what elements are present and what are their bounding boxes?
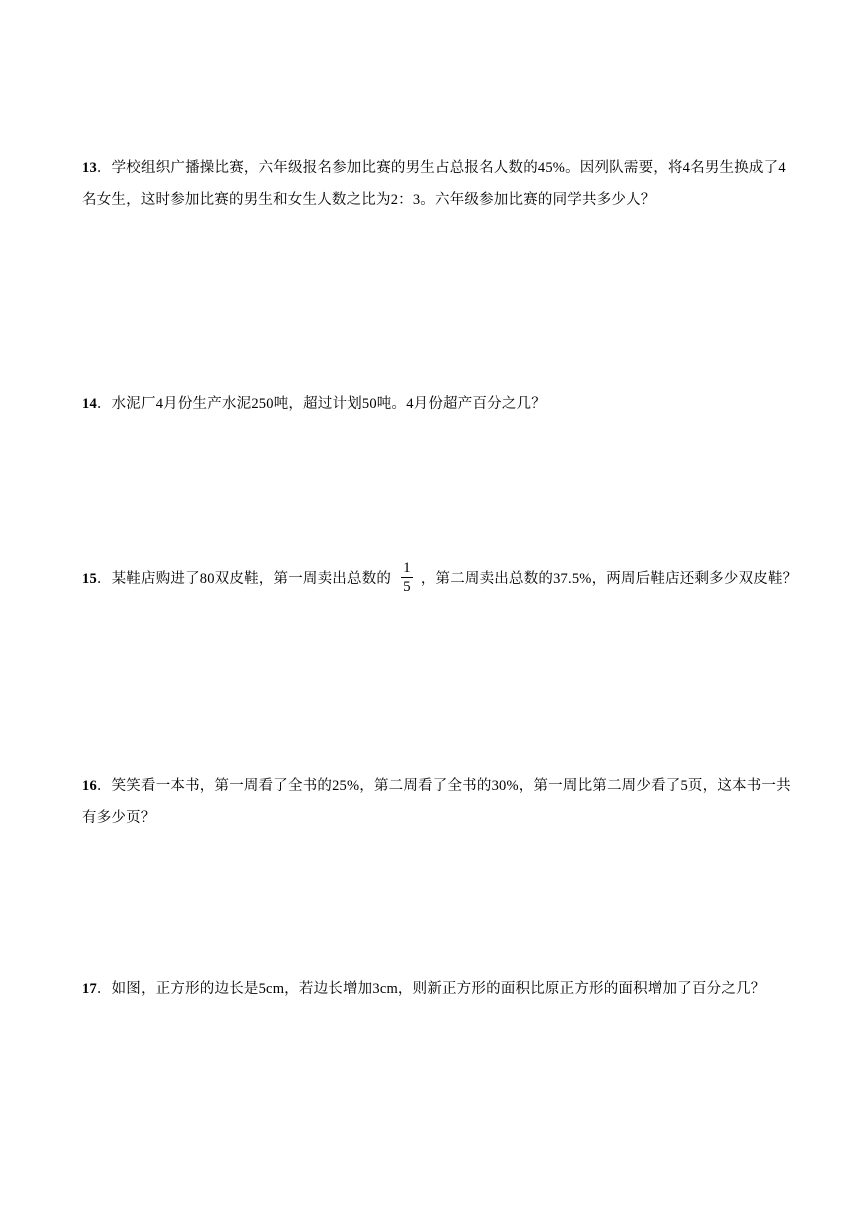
question-separator: ． xyxy=(96,981,112,997)
fraction xyxy=(401,559,413,596)
question-text: 水泥厂4月份生产水泥250吨，超过计划50吨。4月份超产百分之几？ xyxy=(111,396,546,412)
question-separator: ． xyxy=(96,160,112,176)
question-text: 学校组织广播操比赛，六年级报名参加比赛的男生占总报名人数的45%。因列队需要，将4名男生换成了4名女生，这时参加比赛的男生和女生人数之比为2：3。六年级参加比赛的同学共多少人？ xyxy=(82,160,786,208)
question-17 xyxy=(82,973,798,1005)
fraction-denominator: 5 xyxy=(403,579,411,595)
question-number: 17 xyxy=(82,981,97,997)
question-16 xyxy=(82,770,798,834)
question-number: 14 xyxy=(82,396,97,412)
question-text-before: 某鞋店购进了80双皮鞋，第一周卖出总数的 xyxy=(111,570,392,587)
question-number: 15 xyxy=(82,570,97,587)
fraction-numerator: 1 xyxy=(403,560,411,576)
question-separator: ． xyxy=(96,570,112,587)
question-13 xyxy=(82,152,798,216)
question-text: 笑笑看一本书，第一周看了全书的25%，第二周看了全书的30%，第一周比第二周少看了5页，这本书一共有多少页？ xyxy=(82,778,791,826)
question-15 xyxy=(82,561,798,598)
question-separator: ． xyxy=(96,396,112,412)
question-14 xyxy=(82,388,798,420)
question-separator: ． xyxy=(96,778,112,794)
question-number: 16 xyxy=(82,778,97,794)
question-text: 如图，正方形的边长是5cm，若边长增加3cm，则新正方形的面积比原正方形的面积增加了百分之几？ xyxy=(111,981,766,997)
question-number: 13 xyxy=(82,160,97,176)
question-text-after: ，第二周卖出总数的37.5%，两周后鞋店还剩多少双皮鞋？ xyxy=(420,570,798,587)
